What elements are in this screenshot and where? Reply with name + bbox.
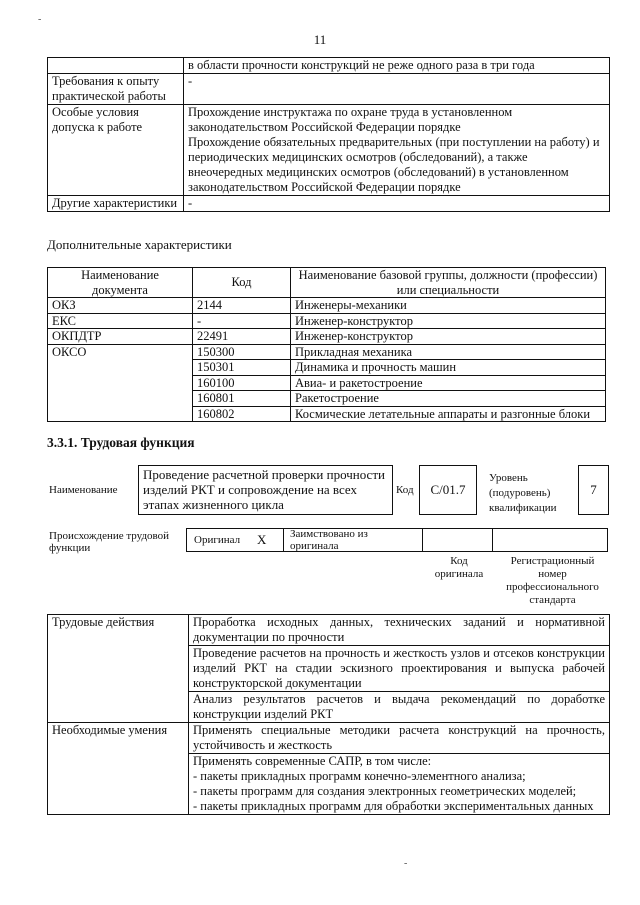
code-cell: 160802: [193, 406, 291, 422]
doc-cell: ЕКС: [48, 313, 193, 329]
name-cell: Ракетостроение: [291, 391, 606, 407]
row-label: Требования к опыту практической работы: [48, 74, 184, 105]
table-row: [48, 58, 610, 74]
table-row: [48, 723, 610, 754]
condition-line: Прохождение обязательных предварительных (при поступлении на работу) и периодических медицинских осмотров (обследований), а также внеочередных медицинских осмотров (обследований) в установленном законодательством Российской Федерации порядке: [188, 135, 600, 194]
divider: [492, 529, 493, 551]
origin-strip: [186, 528, 608, 552]
function-name-box: Проведение расчетной проверки прочности изделий РКТ и сопровождение на всех этапах жизненного цикла: [138, 465, 393, 515]
original-label: Оригинал: [194, 534, 241, 546]
additional-table: [47, 267, 606, 422]
origin-code-label: Код оригинала: [434, 555, 484, 580]
condition-line: Прохождение инструктажа по охране труда в установленном законодательством Российской Федерации порядке: [188, 105, 513, 134]
action-item: Анализ результатов расчетов и выдача рекомендаций по доработке конструкции изделий РКТ: [189, 692, 610, 723]
table-row: [48, 74, 610, 105]
name-label: Наименование: [49, 484, 118, 496]
doc-cell: ОКСО: [48, 344, 193, 422]
action-item: Проведение расчетов на прочность и жесткость узлов и отсеков конструкции изделий РКТ на стадии эскизного проектирования и выпуска рабочей конструкторской документации: [189, 646, 610, 692]
code-cell: -: [193, 313, 291, 329]
origin-label: Происхождение трудовой функции: [49, 530, 170, 554]
row-label: [48, 58, 184, 74]
skill-item: Применять современные САПР, в том числе: - пакеты прикладных программ конечно-элементного анализа; - пакеты программ для создания электронных геометрических моделей; - пакеты прикладных программ для обработки экспериментальных данных: [189, 754, 610, 815]
name-cell: Динамика и прочность машин: [291, 360, 606, 376]
table-row: [48, 105, 610, 196]
group-label: Необходимые умения: [48, 723, 189, 815]
table-header-row: [48, 268, 606, 298]
divider: [422, 529, 423, 551]
conditions-table: [47, 57, 610, 212]
name-cell: Прикладная механика: [291, 344, 606, 360]
code-cell: 160100: [193, 375, 291, 391]
table-row: [48, 196, 610, 212]
borrowed-label: Заимствовано из оригинала: [290, 528, 368, 552]
skill-item: Применять специальные методики расчета конструкций на прочность, устойчивость и жесткость: [189, 723, 610, 754]
row-value: -: [184, 196, 610, 212]
name-cell: Космические летательные аппараты и разгонные блоки: [291, 406, 606, 422]
row-label: Другие характеристики: [48, 196, 184, 212]
name-cell: Инженеры-механики: [291, 298, 606, 314]
column-header: Код: [193, 268, 291, 298]
row-value: в области прочности конструкций не реже одного раза в три года: [184, 58, 610, 74]
row-value: [184, 105, 610, 196]
function-code-box: С/01.7: [419, 465, 477, 515]
actions-table: [47, 614, 610, 815]
code-cell: 2144: [193, 298, 291, 314]
name-cell: Инженер-конструктор: [291, 329, 606, 345]
group-label: Трудовые действия: [48, 615, 189, 723]
code-cell: 22491: [193, 329, 291, 345]
section-title: 3.3.1. Трудовая функция: [47, 435, 195, 450]
table-row: [48, 298, 606, 314]
row-value: -: [184, 74, 610, 105]
level-box: 7: [578, 465, 609, 515]
doc-cell: ОКЗ: [48, 298, 193, 314]
code-label: Код: [396, 484, 414, 496]
code-cell: 150301: [193, 360, 291, 376]
divider: [283, 529, 284, 551]
doc-cell: ОКПДТР: [48, 329, 193, 345]
name-cell: Инженер-конструктор: [291, 313, 606, 329]
corner-mark: -: [404, 858, 408, 869]
corner-mark: -: [38, 14, 42, 25]
table-row: [48, 344, 606, 360]
table-row: [48, 615, 610, 646]
additional-title: Дополнительные характеристики: [47, 237, 232, 252]
page-number: 11: [313, 32, 327, 47]
table-row: [48, 313, 606, 329]
row-label: Особые условия допуска к работе: [48, 105, 184, 196]
name-cell: Авиа- и ракетостроение: [291, 375, 606, 391]
column-header: Наименование документа: [48, 268, 193, 298]
original-mark: X: [257, 532, 267, 547]
code-cell: 160801: [193, 391, 291, 407]
table-row: [48, 329, 606, 345]
reg-number-label: Регистрационный номер профессионального стандарта: [506, 555, 599, 606]
level-label: Уровень (подуровень) квалификации: [489, 472, 557, 514]
code-cell: 150300: [193, 344, 291, 360]
column-header: Наименование базовой группы, должности (профессии) или специальности: [291, 268, 606, 298]
action-item: Проработка исходных данных, технических заданий и нормативной документации по прочности: [189, 615, 610, 646]
